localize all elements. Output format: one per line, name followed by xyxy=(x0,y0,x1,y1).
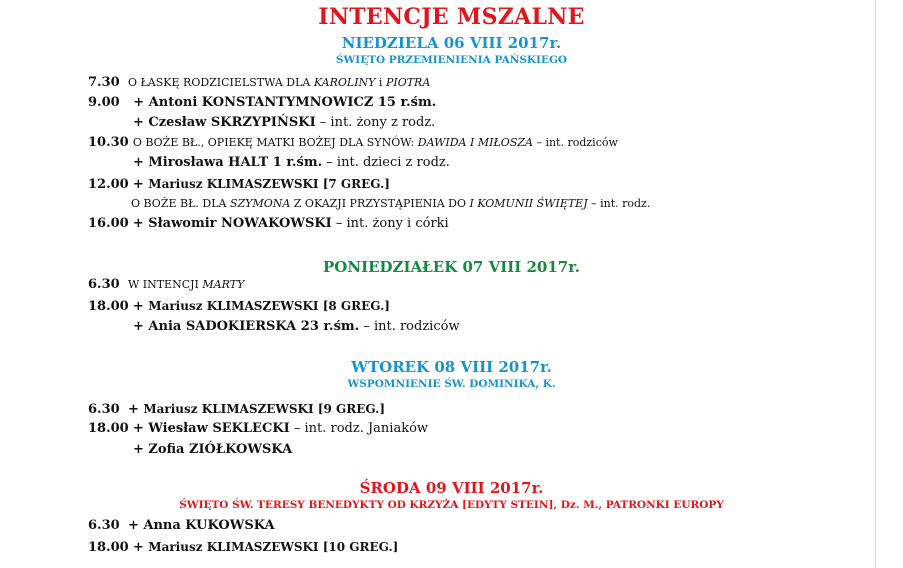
intention-sunday-5: + Mirosława HALT 1 r.śm. – int. dzieci z rodz. xyxy=(133,155,450,170)
intention-tuesday-1: 6.30 + Mariusz KLIMASZEWSKI [9 GREG.] xyxy=(88,402,386,417)
page-title: INTENCJE MSZALNE xyxy=(318,4,585,30)
intention-wednesday-1: 6.30 + Anna KUKOWSKA xyxy=(88,518,275,533)
feast-sunday: ŚWIĘTO PRZEMIENIENIA PAŃSKIEGO xyxy=(335,54,568,66)
intention-monday-1: 6.30 W INTENCJI MARTY xyxy=(88,277,245,292)
intention-wednesday-2: 18.00 + Mariusz KLIMASZEWSKI [10 GREG.] xyxy=(88,540,399,555)
intention-sunday-3: + Czesław SKRZYPIŃSKI – int. żony z rodz. xyxy=(133,115,436,130)
intention-monday-3: + Ania SADOKIERSKA 23 r.śm. – int. rodziców xyxy=(133,319,460,334)
feast-wednesday: ŚWIĘTO ŚW. TERESY BENEDYKTY OD KRZYŻA [EDYTY STEIN], Dz. M., PATRONKI EUROPY xyxy=(179,499,724,511)
intention-sunday-2: 9.00 + Antoni KONSTANTYMNOWICZ 15 r.śm. xyxy=(88,95,437,110)
feast-tuesday: WSPOMNIENIE ŚW. DOMINIKA, K. xyxy=(347,378,556,390)
intention-sunday-7: O BOŻE BŁ. DLA SZYMONA Z OKAZJI PRZYSTĄPIENIA DO I KOMUNII ŚWIĘTEJ – int. rodz. xyxy=(131,197,651,210)
day-header-tuesday: WTOREK 08 VIII 2017r. xyxy=(351,358,552,376)
day-header-monday: PONIEDZIAŁEK 07 VIII 2017r. xyxy=(323,258,580,276)
intention-sunday-4: 10.30 O BOŻE BŁ., OPIEKĘ MATKI BOŻEJ DLA SYNÓW: DAWIDA I MIŁOSZA – int. rodziców xyxy=(88,135,618,150)
intention-monday-2: 18.00 + Mariusz KLIMASZEWSKI [8 GREG.] xyxy=(88,299,390,314)
intention-sunday-6: 12.00 + Mariusz KLIMASZEWSKI [7 GREG.] xyxy=(88,177,390,192)
day-header-wednesday: ŚRODA 09 VIII 2017r. xyxy=(359,479,544,497)
intention-tuesday-2: 18.00 + Wiesław SEKLECKI – int. rodz. Janiaków xyxy=(88,421,429,436)
day-header-sunday: NIEDZIELA 06 VIII 2017r. xyxy=(341,34,562,52)
intention-sunday-1: 7.30 O ŁASKĘ RODZICIELSTWA DLA KAROLINY i PIOTRA xyxy=(88,75,431,90)
intention-tuesday-3: + Zofia ZIÓŁKOWSKA xyxy=(133,442,293,457)
intention-sunday-8: 16.00 + Sławomir NOWAKOWSKI – int. żony i córki xyxy=(88,216,449,231)
